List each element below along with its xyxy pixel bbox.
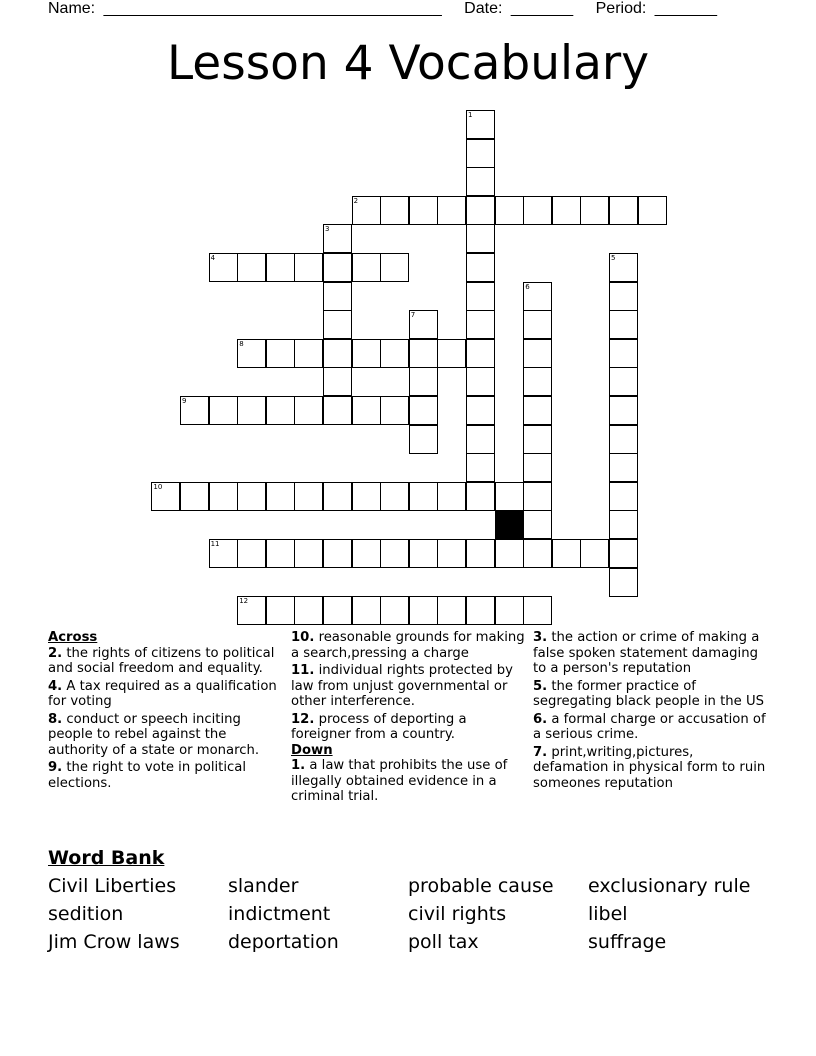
- clues-column-2: [291, 630, 527, 807]
- clue-down-6: 6. a formal charge or accusation of a serious crime.: [533, 711, 766, 742]
- crossword-cell[interactable]: [323, 253, 352, 282]
- clue-across-8: 8. conduct or speech inciting people to rebel against the authority of a state or monarch.: [48, 711, 260, 758]
- crossword-cell[interactable]: [609, 539, 638, 568]
- clue-across-12: 12. process of deporting a foreigner from a country.: [291, 711, 467, 742]
- crossword-cell[interactable]: [523, 425, 552, 454]
- clue-down-7: 7. print,writing,pictures, defamation in physical form to ruin someones reputation: [533, 744, 766, 791]
- crossword-cell[interactable]: [523, 539, 552, 568]
- crossword-cell[interactable]: [466, 110, 495, 139]
- crossword-cell[interactable]: [266, 539, 295, 568]
- crossword-cell[interactable]: [523, 196, 552, 225]
- crossword-cell[interactable]: [352, 482, 381, 511]
- crossword-cell[interactable]: [380, 596, 409, 625]
- crossword-cell[interactable]: [638, 196, 667, 225]
- crossword-cell[interactable]: [380, 539, 409, 568]
- crossword-cell[interactable]: [466, 425, 495, 454]
- crossword-cell[interactable]: [266, 253, 295, 282]
- crossword-cell[interactable]: [466, 196, 495, 225]
- crossword-cell[interactable]: [523, 310, 552, 339]
- crossword-cell[interactable]: [609, 453, 638, 482]
- crossword-cell[interactable]: [323, 224, 352, 253]
- crossword-cell[interactable]: [323, 339, 352, 368]
- clue-down-3: 3. the action or crime of making a false spoken statement damaging to a person's reputation: [533, 630, 760, 676]
- crossword-cell[interactable]: [209, 539, 238, 568]
- period-label: Period:: [595, 0, 647, 17]
- word-bank-item: poll tax: [408, 931, 479, 953]
- word-bank-item: probable cause: [408, 875, 554, 897]
- crossword-cell[interactable]: [523, 453, 552, 482]
- word-bank-item: suffrage: [588, 931, 667, 953]
- crossword-cell[interactable]: [352, 539, 381, 568]
- word-bank-item: sedition: [48, 903, 124, 925]
- crossword-cell[interactable]: [409, 367, 438, 396]
- crossword-cell[interactable]: [466, 596, 495, 625]
- crossword-cell[interactable]: [609, 282, 638, 311]
- crossword-cell[interactable]: [294, 596, 323, 625]
- crossword-cell[interactable]: [466, 224, 495, 253]
- across-heading: Across: [48, 630, 98, 645]
- crossword-cell[interactable]: [380, 253, 409, 282]
- crossword-cell[interactable]: [466, 139, 495, 168]
- crossword-cell[interactable]: [209, 482, 238, 511]
- crossword-cell[interactable]: [323, 282, 352, 311]
- crossword-cell[interactable]: [180, 482, 209, 511]
- word-bank-item: exclusionary rule: [588, 875, 751, 897]
- crossword-cell[interactable]: [466, 253, 495, 282]
- word-bank-item: Civil Liberties: [48, 875, 177, 897]
- word-bank-item: Jim Crow laws: [48, 931, 180, 953]
- clue-down-1: 1. a law that prohibits the use of illegally obtained evidence in a criminal trial.: [291, 758, 508, 804]
- crossword-cell[interactable]: [437, 339, 466, 368]
- word-bank-title: Word Bank: [48, 847, 165, 869]
- word-bank-item: slander: [228, 875, 299, 897]
- crossword-cell[interactable]: [266, 339, 295, 368]
- cell-number: 10: [153, 482, 163, 491]
- word-bank-list: [48, 872, 788, 956]
- crossword-cell[interactable]: [495, 482, 524, 511]
- crossword-cell[interactable]: [409, 539, 438, 568]
- crossword-cell[interactable]: [523, 482, 552, 511]
- crossword-cell[interactable]: [466, 453, 495, 482]
- cell-number: 12: [239, 597, 249, 606]
- crossword-cell[interactable]: [323, 482, 352, 511]
- crossword-cell[interactable]: [609, 196, 638, 225]
- crossword-cell[interactable]: [466, 282, 495, 311]
- crossword-cell[interactable]: [409, 482, 438, 511]
- crossword-cell[interactable]: [466, 339, 495, 368]
- crossword-cell[interactable]: [409, 196, 438, 225]
- crossword-cell[interactable]: [294, 396, 323, 425]
- crossword-cell[interactable]: [466, 367, 495, 396]
- crossword-cell[interactable]: [209, 396, 238, 425]
- header: [48, 0, 717, 20]
- crossword-cell[interactable]: [323, 596, 352, 625]
- down-heading: Down: [291, 742, 333, 758]
- crossword-cell[interactable]: [380, 482, 409, 511]
- clues-column-3: [533, 630, 769, 793]
- crossword-cell[interactable]: [523, 282, 552, 311]
- crossword-cell[interactable]: [466, 167, 495, 196]
- word-bank-item: indictment: [228, 903, 331, 925]
- crossword-cell[interactable]: [294, 539, 323, 568]
- crossword-cell[interactable]: [609, 396, 638, 425]
- cell-number: 3: [325, 225, 330, 234]
- crossword-cell[interactable]: [523, 510, 552, 539]
- crossword-cell[interactable]: [294, 482, 323, 511]
- crossword-cell[interactable]: [294, 339, 323, 368]
- crossword-cell[interactable]: [495, 596, 524, 625]
- crossword-cell[interactable]: [437, 196, 466, 225]
- crossword-cell[interactable]: [266, 482, 295, 511]
- crossword-cell[interactable]: [352, 396, 381, 425]
- crossword-cell[interactable]: [323, 396, 352, 425]
- crossword-cell[interactable]: [609, 482, 638, 511]
- crossword-cell[interactable]: [609, 339, 638, 368]
- crossword-cell[interactable]: [609, 310, 638, 339]
- date-field[interactable]: _______: [510, 0, 574, 17]
- cell-number: 6: [525, 282, 530, 291]
- crossword-cell[interactable]: [237, 482, 266, 511]
- cell-number: 1: [468, 111, 473, 119]
- crossword-cell[interactable]: [409, 396, 438, 425]
- cell-number: 7: [410, 311, 416, 320]
- cell-number: 4: [210, 254, 216, 262]
- cell-number: 5: [611, 254, 616, 262]
- cell-number: 9: [182, 397, 187, 405]
- crossword-block-cell: [495, 510, 524, 539]
- clue-across-10: 10. reasonable grounds for making a search,pressing a charge: [291, 630, 525, 661]
- crossword-cell[interactable]: [609, 425, 638, 454]
- crossword-cell[interactable]: [352, 253, 381, 282]
- crossword-cell[interactable]: [523, 339, 552, 368]
- crossword-cell[interactable]: [409, 339, 438, 368]
- cell-number: 8: [239, 339, 244, 348]
- crossword-cell[interactable]: [380, 339, 409, 368]
- crossword-cell[interactable]: [437, 596, 466, 625]
- crossword-cell[interactable]: [523, 367, 552, 396]
- crossword-cell[interactable]: [409, 310, 438, 339]
- clue-across-11: 11. individual rights protected by law from unjust governmental or other interference.: [291, 663, 513, 709]
- page-title: Lesson 4 Vocabulary: [166, 36, 650, 91]
- crossword-cell[interactable]: [466, 310, 495, 339]
- word-bank-item: libel: [588, 903, 628, 925]
- crossword-cell[interactable]: [437, 539, 466, 568]
- crossword-cell[interactable]: [237, 253, 266, 282]
- crossword-cell[interactable]: [323, 539, 352, 568]
- crossword-cell[interactable]: [466, 396, 495, 425]
- crossword-cell[interactable]: [466, 539, 495, 568]
- crossword-cell[interactable]: [609, 367, 638, 396]
- crossword-cell[interactable]: [266, 396, 295, 425]
- crossword-cell[interactable]: [552, 196, 581, 225]
- period-field[interactable]: _______: [654, 0, 718, 17]
- crossword-cell[interactable]: [352, 596, 381, 625]
- date-label: Date:: [464, 0, 503, 17]
- crossword-cell[interactable]: [523, 396, 552, 425]
- crossword-cell[interactable]: [352, 339, 381, 368]
- crossword-cell[interactable]: [380, 396, 409, 425]
- crossword-cell[interactable]: [523, 596, 552, 625]
- crossword-cell[interactable]: [323, 367, 352, 396]
- crossword-cell[interactable]: [466, 482, 495, 511]
- crossword-cell[interactable]: [380, 196, 409, 225]
- crossword-cell[interactable]: [495, 196, 524, 225]
- crossword-cell[interactable]: [237, 539, 266, 568]
- crossword-cell[interactable]: [209, 253, 238, 282]
- clue-across-2: 2. the rights of citizens to political and social freedom and equality.: [48, 645, 275, 676]
- crossword-cell[interactable]: [180, 396, 209, 425]
- crossword-cell[interactable]: [237, 339, 266, 368]
- crossword-cell[interactable]: [580, 196, 609, 225]
- crossword-cell[interactable]: [151, 482, 180, 511]
- crossword-cell[interactable]: [352, 196, 381, 225]
- cell-number: 2: [353, 196, 359, 205]
- crossword-cell[interactable]: [409, 425, 438, 454]
- crossword-cell[interactable]: [580, 539, 609, 568]
- crossword-cell[interactable]: [323, 310, 352, 339]
- name-field[interactable]: ______________________________________: [103, 0, 442, 17]
- crossword-cell[interactable]: [495, 539, 524, 568]
- crossword-cell[interactable]: [609, 253, 638, 282]
- cell-number: 11: [210, 540, 220, 548]
- crossword-cell[interactable]: [266, 596, 295, 625]
- crossword-cell[interactable]: [437, 482, 466, 511]
- word-bank-item: deportation: [228, 931, 339, 953]
- clue-across-4: 4. A tax required as a qualification for voting: [48, 678, 277, 709]
- crossword-cell[interactable]: [609, 510, 638, 539]
- crossword-cell[interactable]: [609, 568, 638, 597]
- clue-across-9: 9. the right to vote in political elections.: [48, 760, 246, 791]
- crossword-cell[interactable]: [552, 539, 581, 568]
- word-bank-item: civil rights: [408, 903, 507, 925]
- crossword-cell[interactable]: [237, 396, 266, 425]
- clues-column-1: [48, 630, 284, 793]
- word-bank: [48, 844, 788, 956]
- crossword-cell[interactable]: [409, 596, 438, 625]
- clue-down-5: 5. the former practice of segregating black people in the US: [533, 678, 764, 709]
- crossword-cell[interactable]: [294, 253, 323, 282]
- crossword-cell[interactable]: [237, 596, 266, 625]
- name-label: Name:: [48, 0, 96, 17]
